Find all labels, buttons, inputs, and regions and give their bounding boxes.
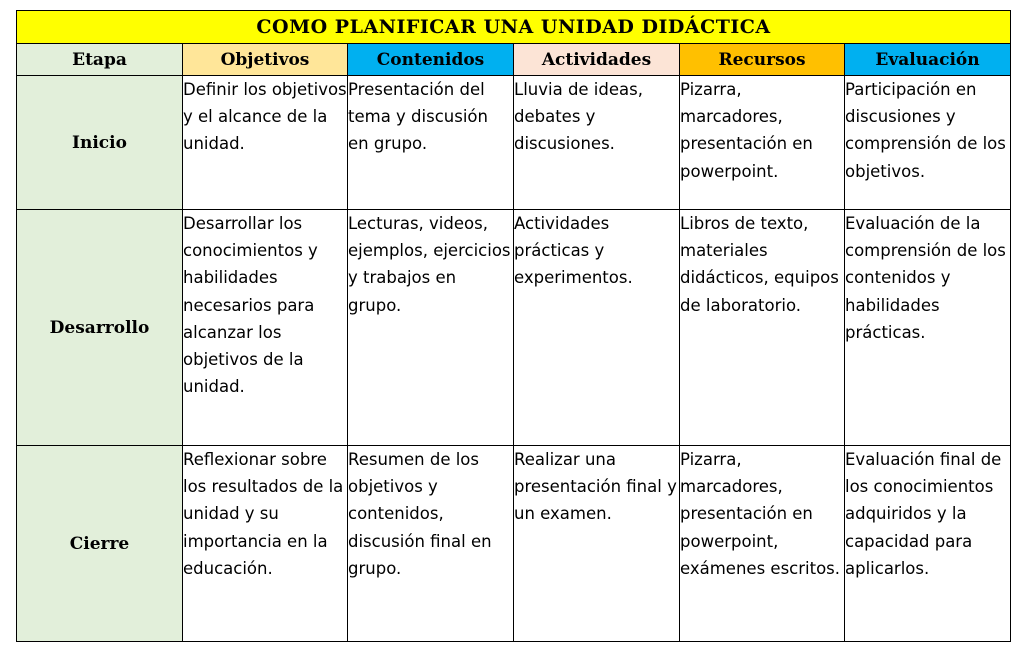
- objetivos-cell: Reflexionar sobre los resultados de la unidad y su importancia en la educación.: [183, 446, 348, 642]
- page-title: COMO PLANIFICAR UNA UNIDAD DIDÁCTICA: [17, 11, 1011, 44]
- header-row: [17, 44, 1011, 76]
- contenidos-cell: Lecturas, videos, ejemplos, ejercicios y trabajos en grupo.: [348, 210, 514, 446]
- planning-document: [16, 10, 1010, 642]
- objetivos-cell: Desarrollar los conocimientos y habilidades necesarios para alcanzar los objetivos de la unidad.: [183, 210, 348, 446]
- evaluacion-cell: Participación en discusiones y comprensión de los objetivos.: [845, 76, 1011, 210]
- header-etapa: Etapa: [17, 44, 183, 76]
- title-row: [17, 11, 1011, 44]
- recursos-cell: Pizarra, marcadores, presentación en powerpoint.: [680, 76, 845, 210]
- evaluacion-cell: Evaluación final de los conocimientos adquiridos y la capacidad para aplicarlos.: [845, 446, 1011, 642]
- planning-table: [16, 10, 1011, 642]
- header-objetivos: Objetivos: [183, 44, 348, 76]
- recursos-cell: Libros de texto, materiales didácticos, equipos de laboratorio.: [680, 210, 845, 446]
- recursos-cell: Pizarra, marcadores, presentación en powerpoint, exámenes escritos.: [680, 446, 845, 642]
- stage-cell: Desarrollo: [17, 210, 183, 446]
- header-contenidos: Contenidos: [348, 44, 514, 76]
- evaluacion-cell: Evaluación de la comprensión de los contenidos y habilidades prácticas.: [845, 210, 1011, 446]
- table-row: [17, 210, 1011, 446]
- table-row: [17, 446, 1011, 642]
- header-actividades: Actividades: [514, 44, 680, 76]
- actividades-cell: Realizar una presentación final y un examen.: [514, 446, 680, 642]
- actividades-cell: Actividades prácticas y experimentos.: [514, 210, 680, 446]
- header-recursos: Recursos: [680, 44, 845, 76]
- header-evaluacion: Evaluación: [845, 44, 1011, 76]
- actividades-cell: Lluvia de ideas, debates y discusiones.: [514, 76, 680, 210]
- objetivos-cell: Definir los objetivos y el alcance de la unidad.: [183, 76, 348, 210]
- stage-cell: Inicio: [17, 76, 183, 210]
- contenidos-cell: Resumen de los objetivos y contenidos, discusión final en grupo.: [348, 446, 514, 642]
- table-row: [17, 76, 1011, 210]
- stage-cell: Cierre: [17, 446, 183, 642]
- contenidos-cell: Presentación del tema y discusión en grupo.: [348, 76, 514, 210]
